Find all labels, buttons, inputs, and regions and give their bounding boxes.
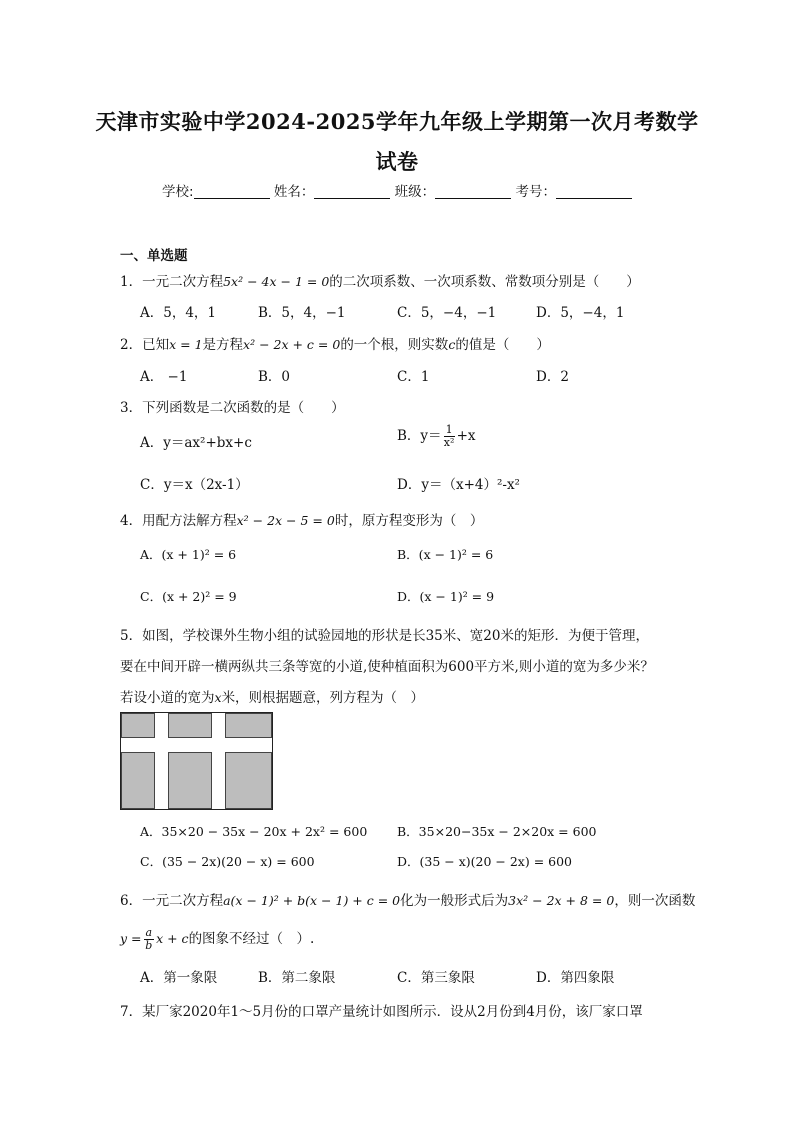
garden-plot	[168, 713, 212, 738]
q5-option-c[interactable]: C．(35 − 2x)(20 − x) = 600	[140, 854, 315, 869]
q6-number: 6．	[120, 893, 143, 909]
q5-option-d[interactable]: D．(35 − x)(20 − 2x) = 600	[397, 854, 573, 869]
garden-plot	[225, 713, 272, 738]
q2-number: 2．	[120, 337, 143, 353]
school-label: 学校:	[162, 184, 194, 200]
q6-text-pre: 一元二次方程	[142, 893, 224, 909]
q2-option-c[interactable]: C．1	[397, 369, 430, 385]
q3-option-a[interactable]: A．y＝ax²+bx+c	[140, 435, 252, 451]
q1-equation: 5x² − 4x − 1 = 0	[223, 274, 330, 289]
question-1	[120, 270, 640, 290]
garden-plot	[121, 713, 155, 738]
q2-equation: x² − 2x + c = 0	[243, 337, 341, 352]
q1-text-post: 的二次项系数、一次项系数、常数项分别是（ ）	[329, 274, 640, 290]
q3-fraction-numerator: 1	[445, 423, 453, 436]
q5-option-a[interactable]: A．35×20 − 35x − 20x + 2x² = 600	[140, 824, 368, 839]
q3-text: 下列函数是二次函数的是（ ）	[142, 400, 345, 416]
q5-text-line1: 如图，学校课外生物小组的试验园地的形状是长35米、宽20米的矩形．为便于管理，	[142, 628, 649, 644]
garden-plot	[121, 752, 155, 809]
q4-option-b[interactable]: B．(x − 1)² = 6	[397, 547, 494, 562]
q4-option-a[interactable]: A．(x + 1)² = 6	[140, 547, 237, 562]
exam-no-field[interactable]	[556, 184, 632, 199]
q2-option-d[interactable]: D．2	[536, 369, 569, 385]
garden-plot	[225, 752, 272, 809]
garden-path-figure	[120, 712, 273, 810]
q1-number: 1．	[120, 274, 143, 290]
q7-text: 某厂家2020年1～5月份的口罩产量统计如图所示．设从2月份到4月份，该厂家口罩	[142, 1004, 643, 1020]
q6-function-post: x + c	[156, 931, 189, 946]
garden-plot	[168, 752, 212, 809]
question-6-line2	[120, 927, 314, 952]
q6-function-pre: y =	[120, 931, 142, 946]
q5-option-b[interactable]: B．35×20−35x − 2×20x = 600	[397, 824, 597, 839]
question-6-line1	[120, 889, 695, 909]
q6-text-post: ，则一次函数	[614, 893, 696, 909]
q3-number: 3．	[120, 400, 143, 416]
question-2	[120, 333, 550, 353]
q2-text-mid: 是方程	[202, 337, 244, 353]
question-4	[120, 509, 483, 529]
q4-text-post: 时，原方程变形为（ ）	[334, 513, 484, 529]
question-5-line1	[120, 624, 649, 644]
q5-variable: x	[214, 690, 222, 705]
q3-option-d[interactable]: D．y＝（x+4）²-x²	[397, 477, 520, 493]
q6-general-form: 3x² − 2x + 8 = 0	[508, 893, 615, 908]
section-title: 一、单选题	[120, 248, 188, 264]
q5-text-line3-pre: 若设小道的宽为	[120, 690, 215, 706]
q4-text-pre: 用配方法解方程	[142, 513, 237, 529]
q2-text-pre: 已知	[142, 337, 170, 353]
name-field[interactable]	[314, 184, 390, 199]
q6-text-line2-post: 的图象不经过（ ）.	[188, 931, 315, 947]
question-7	[120, 1000, 643, 1020]
q1-option-d[interactable]: D．5，−4，1	[536, 305, 625, 321]
q1-option-c[interactable]: C．5，−4，−1	[397, 305, 497, 321]
q2-variable: c	[448, 337, 456, 352]
q2-text-mid2: 的一个根，则实数	[340, 337, 449, 353]
q2-condition: x = 1	[169, 337, 203, 352]
q1-option-a[interactable]: A．5，4，1	[140, 305, 217, 321]
q5-number: 5．	[120, 628, 143, 644]
q6-option-d[interactable]: D．第四象限	[536, 970, 615, 986]
q3-option-b[interactable]	[397, 424, 476, 449]
q6-equation: a(x − 1)² + b(x − 1) + c = 0	[223, 893, 401, 908]
q6-text-mid: 化为一般形式后为	[400, 893, 509, 909]
q6-option-c[interactable]: C．第三象限	[397, 970, 475, 986]
q6-option-b[interactable]: B．第二象限	[258, 970, 336, 986]
q1-option-b[interactable]: B．5，4，−1	[258, 305, 346, 321]
question-3	[120, 396, 345, 416]
page-title-line1: 天津市实验中学2024-2025学年九年级上学期第一次月考数学	[95, 109, 699, 134]
class-field[interactable]	[435, 184, 511, 199]
q6-option-a[interactable]: A．第一象限	[140, 970, 218, 986]
question-5-line3	[120, 686, 424, 706]
q3-option-c[interactable]: C．y＝x（2x-1）	[140, 477, 249, 493]
name-label: 姓名：	[273, 184, 315, 200]
q3-option-b-post: +x	[456, 428, 476, 444]
q2-option-b[interactable]: B．0	[258, 369, 291, 385]
q3-option-b-fraction	[444, 424, 455, 449]
q2-option-a[interactable]: A． −1	[140, 369, 188, 385]
q2-text-post: 的值是（ ）	[455, 337, 550, 353]
student-info-row	[162, 180, 632, 200]
exam-no-label: 考号：	[515, 184, 556, 200]
q6-fraction-numerator: a	[145, 926, 153, 939]
school-field[interactable]	[194, 184, 270, 199]
q5-text-line3-post: 米，则根据题意，列方程为（ ）	[221, 690, 425, 706]
q1-text-pre: 一元二次方程	[142, 274, 224, 290]
q4-number: 4．	[120, 513, 143, 529]
q4-option-d[interactable]: D．(x − 1)² = 9	[397, 589, 495, 604]
q3-option-b-pre: B．y＝	[397, 428, 442, 444]
q4-equation: x² − 2x − 5 = 0	[236, 513, 335, 528]
q3-fraction-denominator: x²	[443, 436, 455, 449]
q4-option-c[interactable]: C．(x + 2)² = 9	[140, 589, 237, 604]
q7-number: 7．	[120, 1004, 143, 1020]
q6-function-fraction	[144, 927, 155, 952]
q6-fraction-denominator: b	[145, 939, 153, 952]
class-label: 班级：	[394, 184, 436, 200]
page-title-line2: 试卷	[375, 149, 419, 174]
q5-text-line2: 要在中间开辟一横两纵共三条等宽的小道,使种植面积为600平方米,则小道的宽为多少米？	[120, 659, 654, 675]
